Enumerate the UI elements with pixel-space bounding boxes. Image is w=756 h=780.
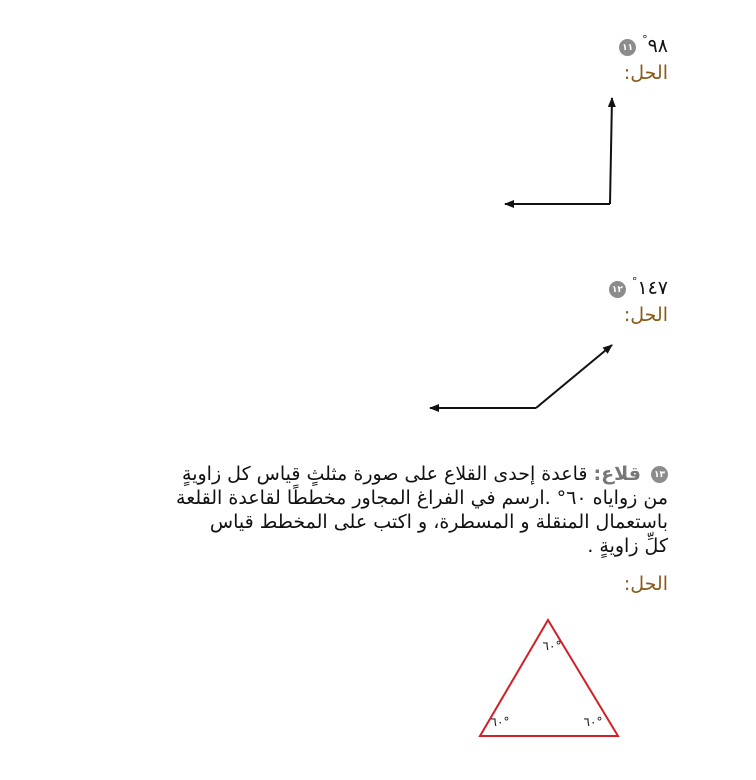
problem-12-number-badge: ١٢ [609, 281, 626, 298]
problem-13-line-3: باستعمال المنقلة و المسطرة، و اكتب على المخطط قياس [209, 511, 668, 533]
problem-13-line-1-text: قاعدة إحدى القلاع على صورة مثلثٍ قياس كل زاويةٍ [182, 463, 588, 485]
problem-13-number-badge: ١٣ [651, 466, 668, 483]
triangle-angle-label-left: ٦٠° [490, 715, 510, 729]
triangle-angle-label-right: ٦٠° [583, 715, 603, 729]
triangle-angle-label-top: ٦٠° [542, 639, 562, 653]
problem-11-angle-number: ٩٨ [647, 35, 668, 57]
problem-13-line-2: من زواياه ٦٠° .ارسم في الفراغ المجاور مخططًا لقاعدة القلعة [176, 487, 668, 509]
problem-12-degree-symbol: ° [631, 275, 638, 288]
problem-12-solution-label: الحل: [623, 304, 668, 326]
problem-12-angle-number: ١٤٧ [637, 277, 668, 299]
problem-13-line-4: كلِّ زاويةٍ . [587, 535, 668, 557]
problem-11-number-badge: ١١ [619, 39, 636, 56]
problem-13-keyword: قلاع: [593, 463, 641, 485]
problem-11-solution-label: الحل: [623, 62, 668, 84]
problem-11-degree-symbol: ° [642, 33, 648, 46]
problem-13-solution-label: الحل: [623, 573, 668, 595]
